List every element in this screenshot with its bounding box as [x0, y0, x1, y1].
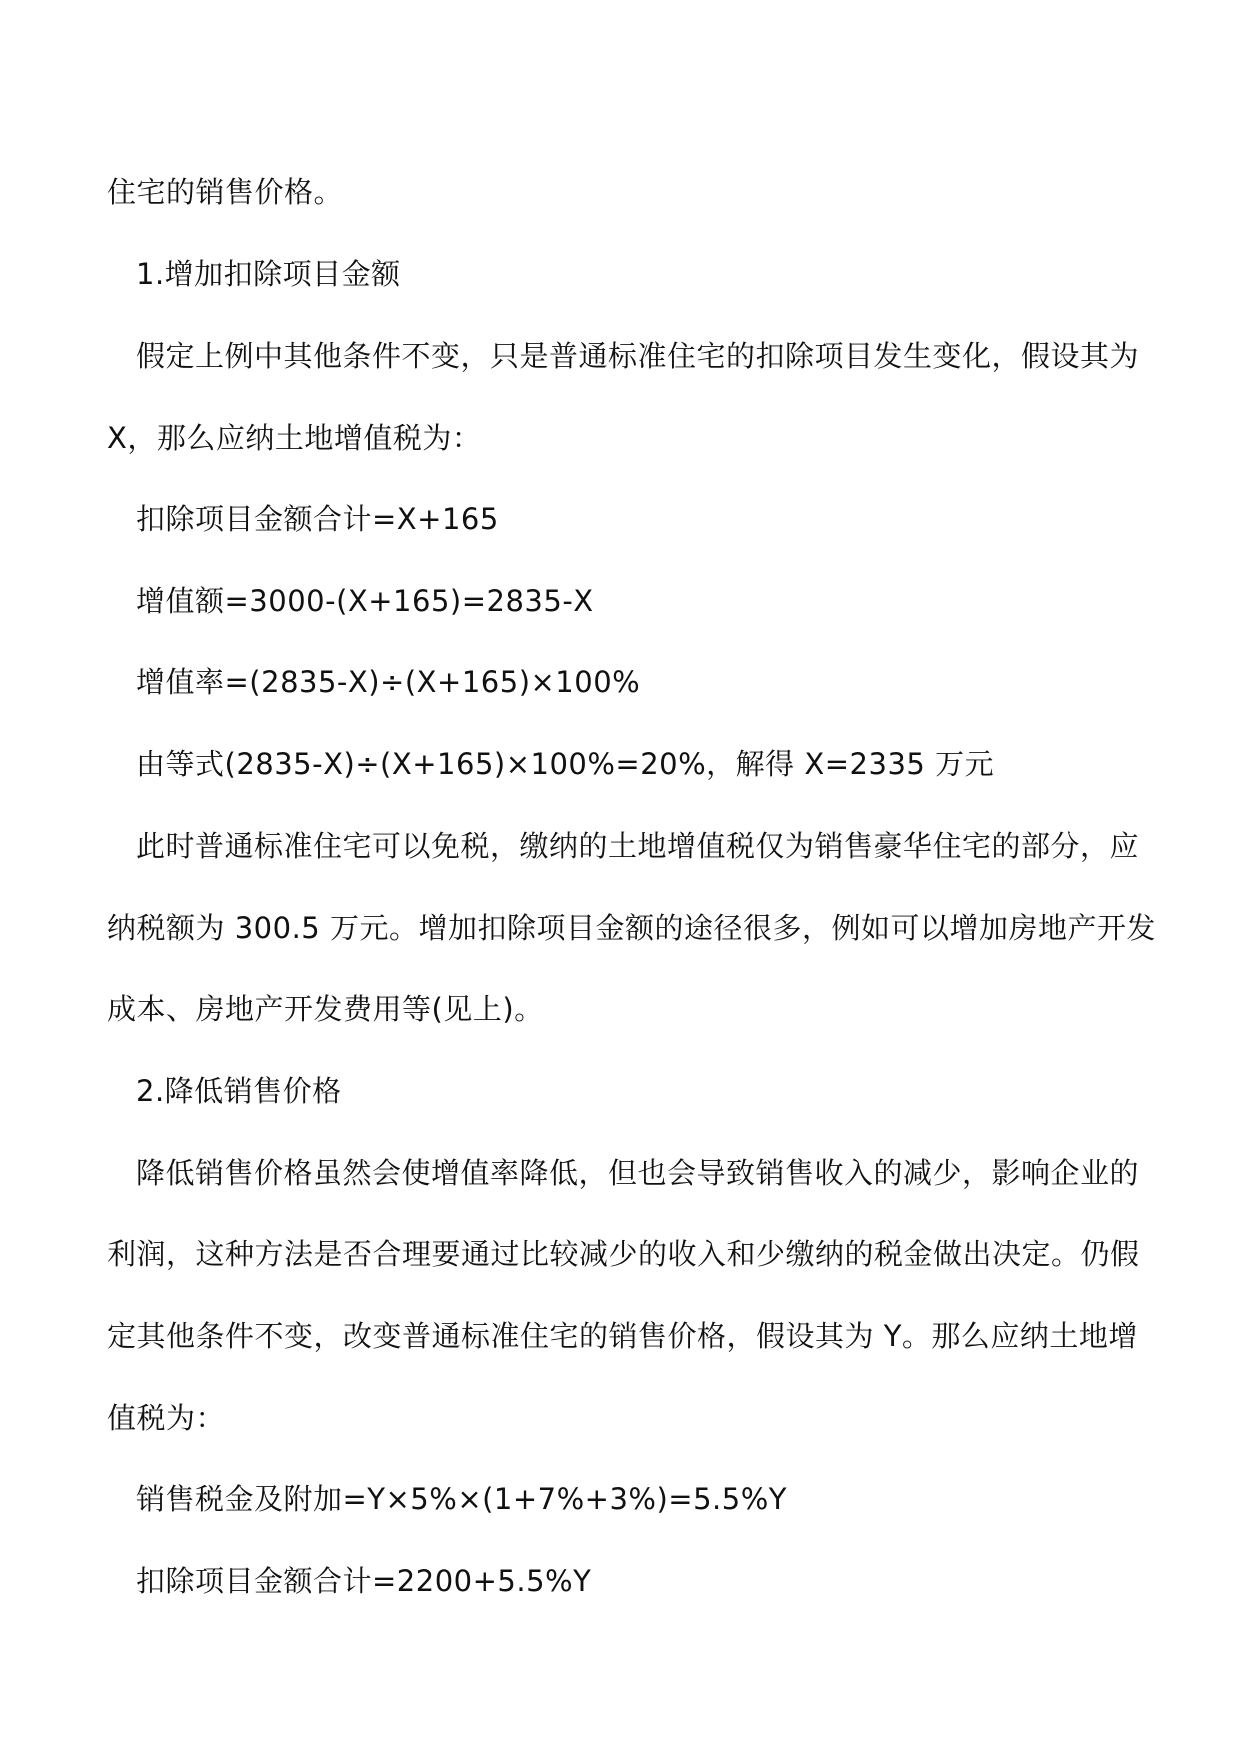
paragraph-line: 降低销售价格虽然会使增值率降低，但也会导致销售收入的减少，影响企业的: [136, 1156, 1140, 1190]
formula-line: 扣除项目金额合计=2200+5.5%Y: [136, 1564, 592, 1598]
paragraph-line: 值税为：: [107, 1401, 226, 1435]
section-heading: 2.降低销售价格: [136, 1074, 342, 1108]
formula-line: 销售税金及附加=Y×5%×(1+7%+3%)=5.5%Y: [136, 1482, 787, 1516]
paragraph-line: 利润，这种方法是否合理要通过比较减少的收入和少缴纳的税金做出决定。仍假: [107, 1237, 1140, 1271]
formula-line: 增值率=(2835-X)÷(X+165)×100%: [136, 665, 641, 699]
paragraph-line: 纳税额为 300.5 万元。增加扣除项目金额的途径很多，例如可以增加房地产开发: [107, 911, 1156, 945]
formula-line: 增值额=3000-(X+165)=2835-X: [136, 584, 594, 618]
paragraph-line: 成本、房地产开发费用等(见上)。: [107, 992, 544, 1026]
formula-line: 由等式(2835-X)÷(X+165)×100%=20%，解得 X=2335 万元: [136, 747, 995, 781]
section-heading: 1.增加扣除项目金额: [136, 257, 401, 291]
paragraph-line: 此时普通标准住宅可以免税，缴纳的土地增值税仅为销售豪华住宅的部分，应: [136, 829, 1140, 863]
paragraph-line: 假定上例中其他条件不变，只是普通标准住宅的扣除项目发生变化，假设其为: [136, 339, 1140, 373]
paragraph-line: 住宅的销售价格。: [107, 175, 344, 209]
paragraph-line: 定其他条件不变，改变普通标准住宅的销售价格，假设其为 Y。那么应纳土地增: [107, 1319, 1138, 1353]
paragraph-line: X，那么应纳土地增值税为：: [107, 421, 482, 455]
formula-line: 扣除项目金额合计=X+165: [136, 502, 499, 536]
